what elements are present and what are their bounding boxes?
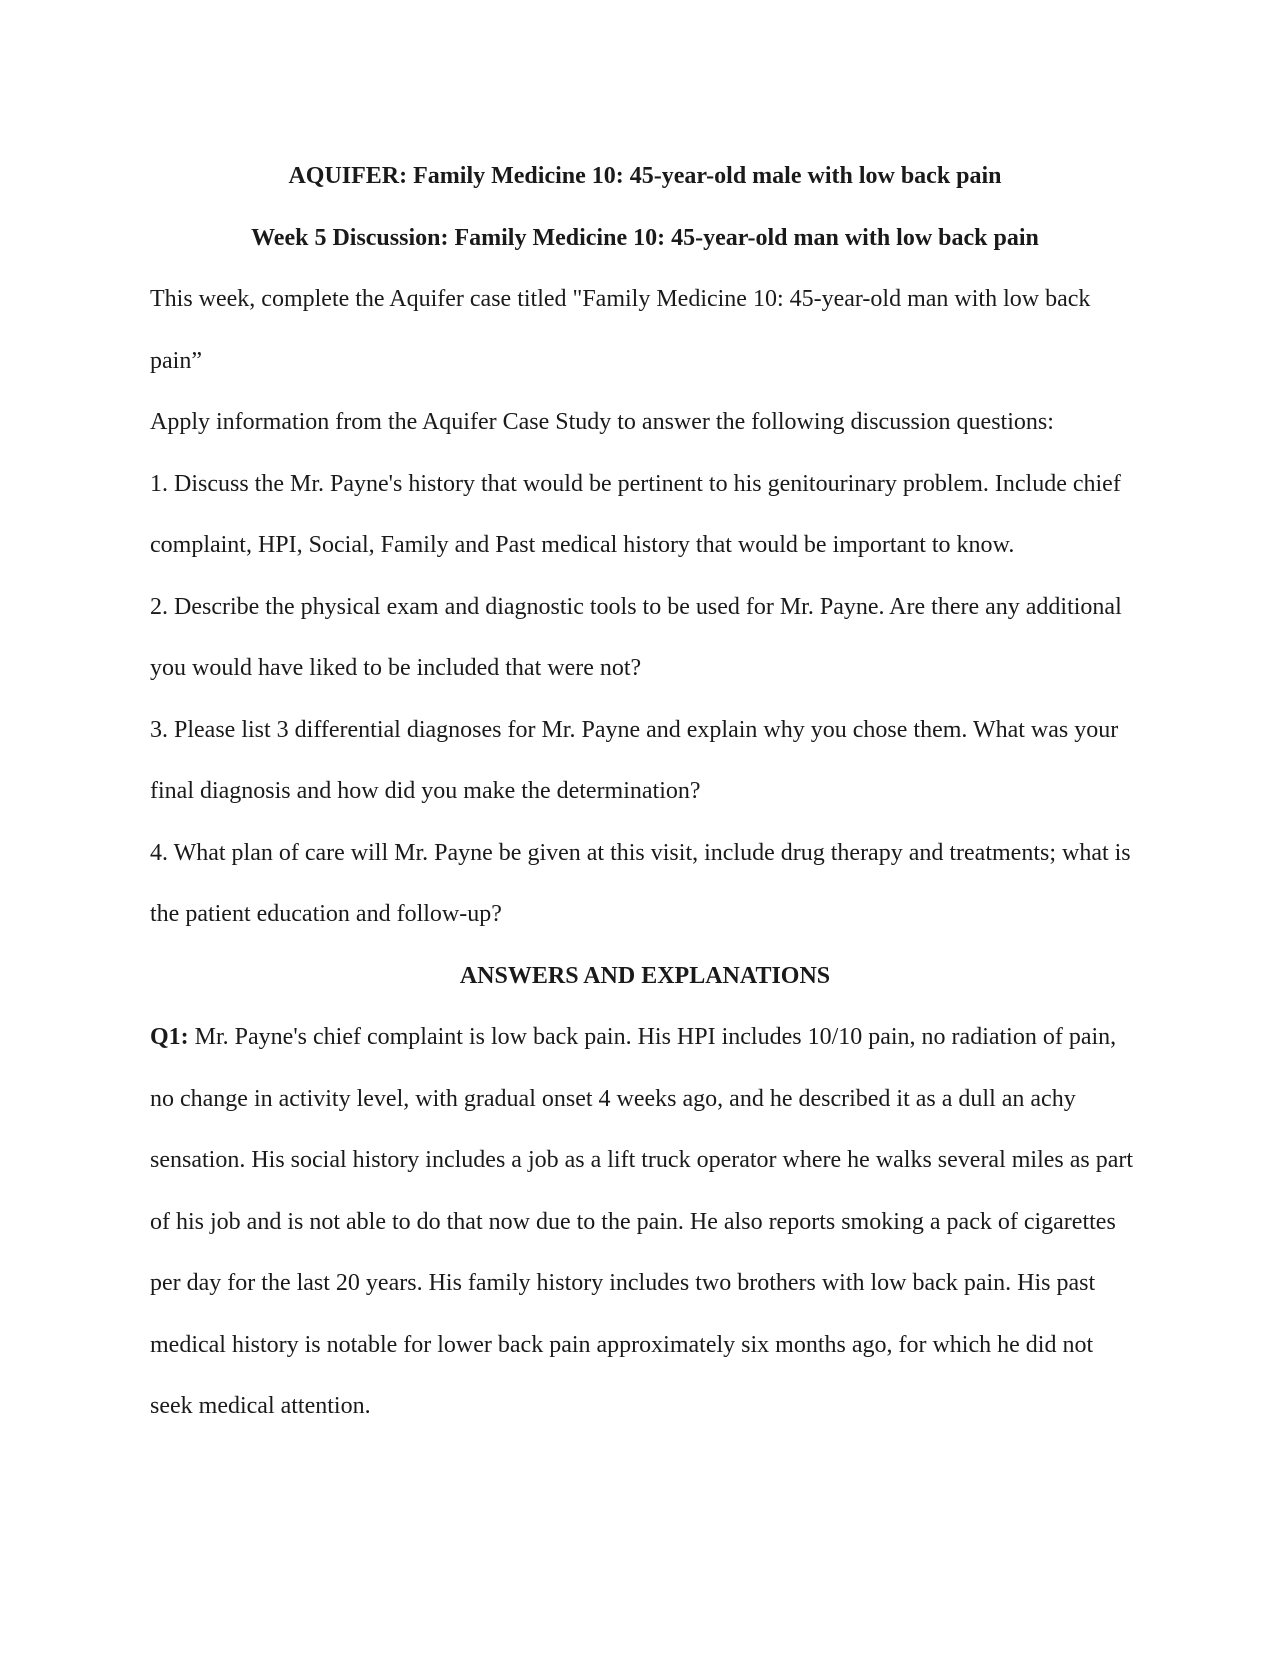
instruction-paragraph: Apply information from the Aquifer Case Study to answer the following discussion questions: xyxy=(150,409,1054,435)
question-2: 2. Describe the physical exam and diagnostic tools to be used for Mr. Payne. Are there any additional you would have liked to be included that were not? xyxy=(150,593,1122,681)
document-subtitle: Week 5 Discussion: Family Medicine 10: 45-year-old man with low back pain xyxy=(251,224,1039,251)
answer-1-text: Mr. Payne's chief complaint is low back pain. His HPI includes 10/10 pain, no radiation of pain, no change in activity level, with gradual onset 4 weeks ago, and he described it as a dull an achy sensation. His social history includes a job as a lift truck operator where he walks several miles as part of his job and is not able to do that now due to the pain. He also reports smoking a pack of cigarettes per day for the last 20 years. His family history includes two brothers with low back pain. His past medical history is notable for lower back pain approximately six months ago, for which he did not seek medical attention. xyxy=(150,1024,1134,1419)
intro-paragraph: This week, complete the Aquifer case titled "Family Medicine 10: 45-year-old man with low back pain” xyxy=(150,286,1091,374)
question-4: 4. What plan of care will Mr. Payne be given at this visit, include drug therapy and treatments; what is the patient education and follow-up? xyxy=(150,839,1131,927)
document-body xyxy=(150,146,1140,1438)
answer-1-paragraph xyxy=(150,1007,1140,1438)
question-1: 1. Discuss the Mr. Payne's history that would be pertinent to his genitourinary problem. Include chief complaint, HPI, Social, Family and Past medical history that would be important to know. xyxy=(150,470,1121,558)
document-title: AQUIFER: Family Medicine 10: 45-year-old male with low back pain xyxy=(288,163,1002,189)
question-3: 3. Please list 3 differential diagnoses for Mr. Payne and explain why you chose them. What was your final diagnosis and how did you make the determination? xyxy=(150,716,1119,804)
answers-heading: ANSWERS AND EXPLANATIONS xyxy=(459,962,831,989)
answer-1-label: Q1: xyxy=(150,1024,189,1050)
